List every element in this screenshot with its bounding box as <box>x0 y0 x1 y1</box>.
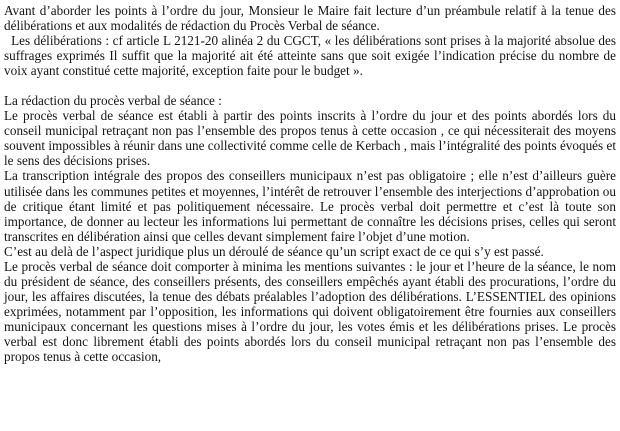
transcription-paragraph: La transcription intégrale des propos des conseillers municipaux n’est pas obligatoire ; elle n’est d’ailleurs guère utilisée dans les communes petites et moyennes, l’intérêt de retrouver l’ensemble des interjections d’approbation ou de critique étant limité et pas politiquement nécessaire. Le procès verbal doit permettre et c’est là toute son importance, de donner au lecteur les informations lui permettant de connaître les décisions prises, celles qui seront transcrites en délibération ainsi que celles devant simplement faire l’objet d’une motion. <box>4 168 616 244</box>
intro-paragraph: Avant d’aborder les points à l’ordre du jour, Monsieur le Maire fait lecture d’un préambule relatif à la tenue des délibérations et aux modalités de rédaction du Procès Verbal de séance. <box>4 3 616 34</box>
aspect-juridique-paragraph: C’est au delà de l’aspect juridique plus un déroulé de séance qu’un script exact de ce qui s’y est passé. <box>4 243 544 259</box>
pv-etabli-paragraph: Le procès verbal de séance est établi à partir des points inscrits à l’ordre du jour et des points abordés lors du conseil municipal retraçant non pas l’ensemble des propos tenus à cette occasion , ce qui nécessiterait des moyens souvent impossibles à réunir dans une collectivité comme celle de Kerbach , mais l’intégralité des points évoqués et le sens des décisions prises. <box>4 108 616 169</box>
redaction-heading: La rédaction du procès verbal de séance : <box>4 93 222 109</box>
deliberations-paragraph: Les délibérations : cf article L 2121-20 alinéa 2 du CGCT, « les délibérations sont prises à la majorité absolue des suffrages exprimés Il suffit que la majorité ait été atteinte sans que soit exigée l’indication précise du nombre de voix ayant constitué cette majorité, exception faite pour le budget ». <box>4 33 616 79</box>
paragraph-spacer <box>4 78 616 93</box>
mentions-paragraph: Le procès verbal de séance doit comporter à minima les mentions suivantes : le jour et l’heure de la séance, le nom du président de séance, des conseillers présents, des conseillers empêchés ayant établi des procurations, l’ordre du jour, les affaires discutées, la tenue des débats préalables l’adoption des délibérations. L’ESSENTIEL des opinions exprimées, notamment par l’opposition, les informations qui doivent obligatoirement être fournies aux conseillers municipaux concernant les questions mises à l’ordre du jour, les votes émis et les délibérations prises. Le procès verbal est donc librement établi des points abordés lors du conseil municipal retraçant non pas l’ensemble des propos tenus à cette occasion, <box>4 258 616 365</box>
